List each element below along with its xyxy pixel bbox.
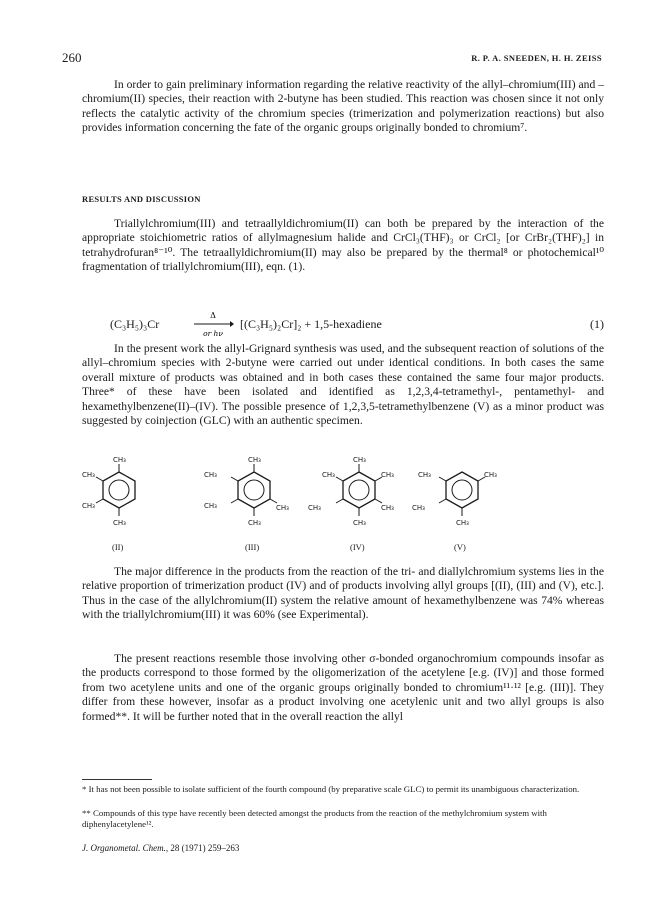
results-para-3-block: [82, 565, 604, 623]
arrow-top-label: Δ: [210, 311, 216, 320]
structure-iv: [308, 456, 394, 527]
journal-volume: 28 (1971) 259–263: [170, 843, 240, 853]
methyl-label: CH₃: [204, 502, 217, 510]
results-paragraph-3: The major difference in the products from the reaction of the tri- and diallylchromium systems lies in the relative proportion of trimerization product (IV) and of products involving allyl groups [(II), (III) and (V), etc.]. Thus in the case of the allylchromium(II) system the relative amount of hexamethylbenzene was 74% whereas with the triallylchromium(III) it was 60% (see Experimental).: [82, 565, 604, 622]
equation-right-side: [(C₃H₅)₂Cr]₂ + 1,5-hexadiene: [240, 317, 382, 331]
structure-ii: [82, 456, 135, 527]
results-paragraph-1: Triallylchromium(III) and tetraallyldichromium(II) can both be prepared by the interaction of the appropriate stoichiometric ratios of allylmagnesium halide and CrCl₃(THF)₃ or CrCl₂ [or CrBr₂(THF)₂] in tetrahydrofuran⁸⁻¹⁰. The tetraallyldichromium(II) may also be prepared by the thermal⁸ or photochemical¹⁰ fragmentation of triallylchromium(III), eqn. (1).: [82, 217, 604, 274]
methyl-label: CH₃: [381, 504, 394, 512]
structure-iii: [204, 456, 289, 527]
arrow-bottom-label: or hν: [203, 329, 223, 338]
journal-name: J. Organometal. Chem.,: [82, 843, 169, 853]
results-para-4-block: [82, 652, 604, 724]
methyl-label: CH₃: [113, 519, 126, 527]
methyl-label: CH₃: [204, 471, 217, 479]
equation-1: [110, 311, 604, 341]
methyl-label: CH₃: [82, 471, 95, 479]
structure-label-iv: (IV): [350, 542, 365, 552]
methyl-label: CH₃: [353, 456, 366, 464]
results-para-2-block: [82, 342, 604, 428]
methyl-label: CH₃: [82, 502, 95, 510]
methyl-label: CH₃: [484, 471, 497, 479]
methyl-label: CH₃: [276, 504, 289, 512]
methyl-label: CH₃: [248, 456, 261, 464]
methyl-label: CH₃: [248, 519, 261, 527]
footnote-star: * It has not been possible to isolate sufficient of the fourth compound (by preparative scale GLC) to permit its unambiguous characterization.: [82, 784, 580, 794]
methyl-label: CH₃: [418, 471, 431, 479]
structure-label-ii: (II): [112, 542, 124, 552]
results-paragraph-2: In the present work the allyl-Grignard synthesis was used, and the subsequent reaction of solutions of the allyl–chromium species with 2-butyne were carried out under identical conditions. In both cases the same overall mixture of products was obtained and in both cases these contained the same four major products. Three* of these have been isolated and identified as 1,2,3,4-tetramethyl-, pentamethyl- and hexamethylbenzene(II)–(IV). The possible presence of 1,2,3,5-tetramethylbenzene (V) as a minor product was suggested by coinjection (GLC) with an authentic specimen.: [82, 342, 604, 428]
running-header-authors: R. P. A. SNEEDEN, H. H. ZEISS: [471, 53, 602, 63]
equation-number: (1): [590, 317, 604, 331]
results-paragraph-4: The present reactions resemble those involving other σ-bonded organochromium compounds insofar as the products correspond to those formed by the oligomerization of the acetylene [e.g. (IV)] and those formed from two acetylene units and one of the organic groups originally bonded to chromium¹¹·¹² [e.g. (III)]. They differ from these however, insofar as a product involving one acetylenic unit and two allyl groups is also formed**. It will be further noted that in the overall reaction the allyl: [82, 652, 604, 723]
footnote-divider: [82, 779, 152, 780]
results-para-1-block: [82, 217, 604, 275]
structure-label-iii: (III): [245, 542, 260, 552]
methyl-label: CH₃: [322, 471, 335, 479]
intro-paragraph: In order to gain preliminary information regarding the relative reactivity of the allyl–chromium(III) and –chromium(II) species, their reaction with 2-butyne has been studied. This reaction was chosen since it not only reflects the catalytic activity of the chromium species (trimerization and polymerization reactions) but also provides information concerning the fate of the organic groups originally bonded to chromium⁷.: [82, 78, 604, 135]
methyl-label: CH₃: [113, 456, 126, 464]
methyl-label: CH₃: [381, 471, 394, 479]
journal-citation: [82, 843, 239, 853]
structure-v: [412, 471, 497, 527]
section-heading: RESULTS AND DISCUSSION: [82, 194, 201, 204]
methyl-label: CH₃: [353, 519, 366, 527]
intro-block: [82, 78, 604, 136]
methyl-label: CH₃: [412, 504, 425, 512]
structure-labels: [82, 542, 604, 556]
structure-label-v: (V): [454, 542, 466, 552]
page-number: 260: [62, 50, 82, 65]
methyl-label: CH₃: [456, 519, 469, 527]
equation-left-side: (C₃H₅)₃Cr: [110, 317, 160, 331]
reaction-arrow-icon: [192, 311, 234, 341]
footnote-double-star: ** Compounds of this type have recently been detected amongst the products from the reaction of the methylchromium system with diphenylacetylene¹².: [82, 808, 547, 830]
methyl-label: CH₃: [308, 504, 321, 512]
